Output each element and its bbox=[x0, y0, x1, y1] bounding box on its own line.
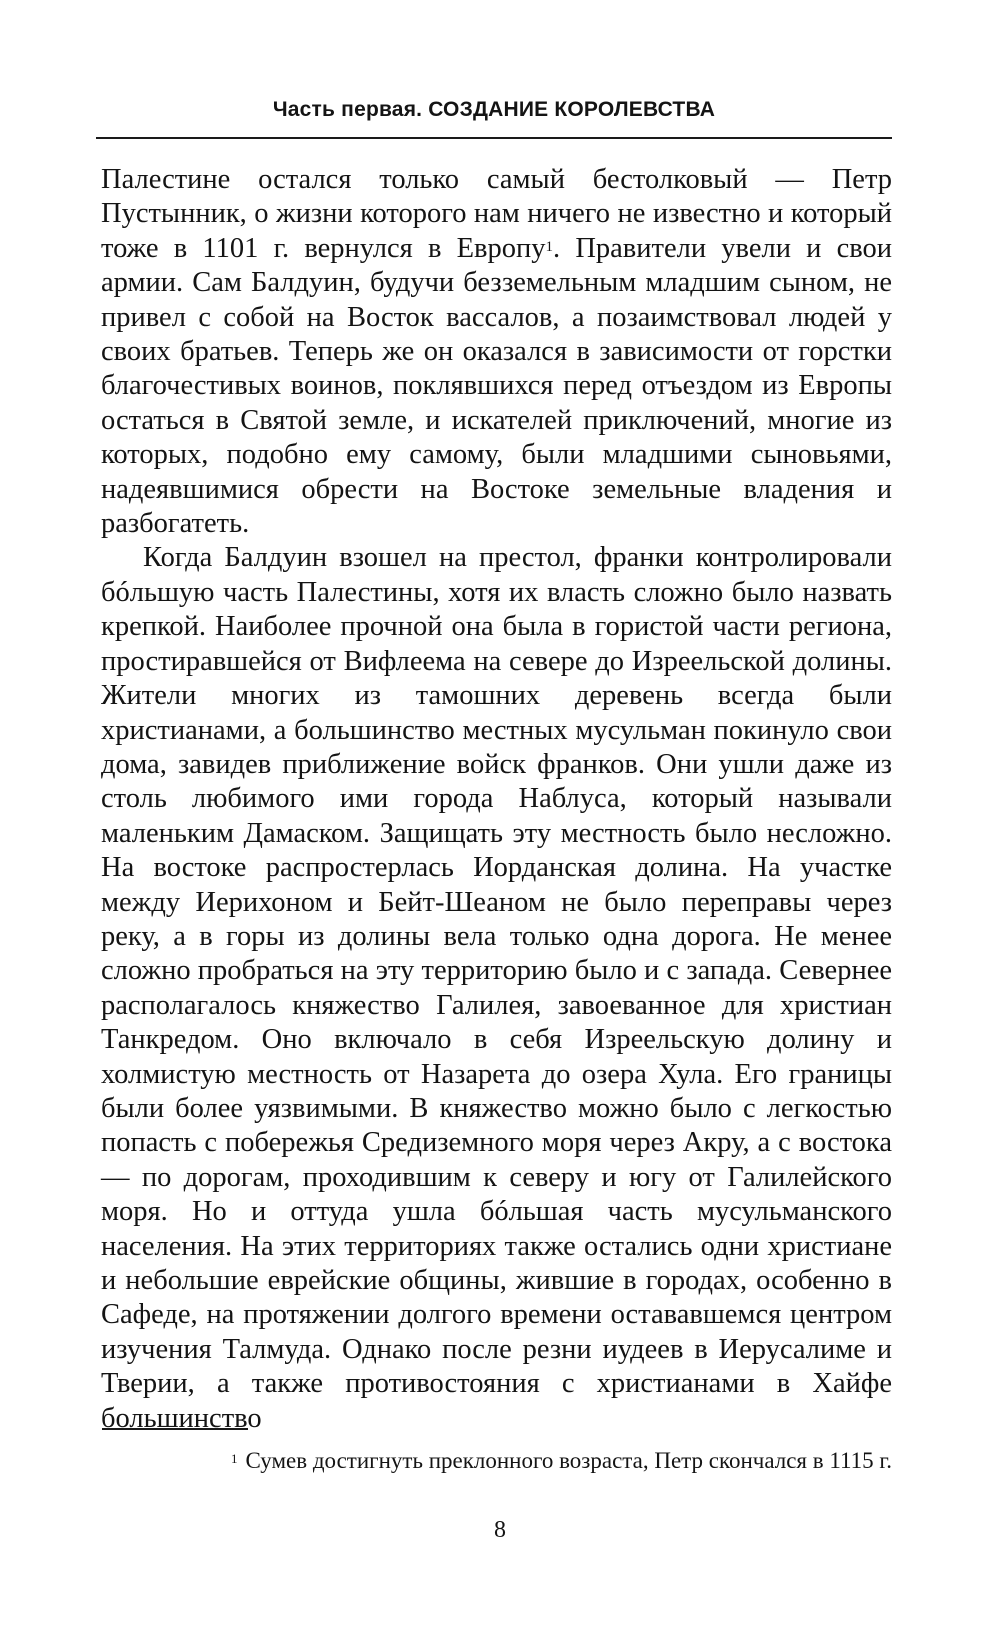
body-text bbox=[101, 163, 892, 1436]
footnote-text: Сумев достигнуть преклонного возраста, Петр скончался в 1115 г. bbox=[245, 1448, 892, 1473]
footnote-rule bbox=[102, 1428, 248, 1430]
page-number: 8 bbox=[494, 1517, 506, 1543]
footnote bbox=[102, 1446, 892, 1476]
footnote-reference: 1 bbox=[545, 238, 553, 255]
footnote-marker: 1 bbox=[230, 1451, 238, 1466]
running-head: Часть первая. СОЗДАНИЕ КОРОЛЕВСТВА bbox=[272, 98, 716, 121]
running-head-rule bbox=[96, 137, 892, 139]
paragraph-1-text-end: . Правители увели и свои армии. Сам Балдуин, будучи безземельным младшим сыном, не привел с собой на Восток вассалов, а позаимствовал людей у своих братьев. Теперь же он оказался в зависимости от горстки благочестивых воинов, поклявшихся перед отъездом из Европы остаться в Святой земле, и искателей приключений, многие из которых, подобно ему самому, были младшими сыновьями, надеявшимися обрести на Востоке земельные владения и разбогатеть. bbox=[101, 232, 892, 540]
paragraph-1 bbox=[101, 163, 892, 541]
paragraph-2: Когда Балдуин взошел на престол, франки контролировали бóльшую часть Палестины, хотя их власть сложно было назвать крепкой. Наиболее прочной она была в гористой части региона, простиравшейся от Вифлеема на севере до Изреельской долины. Жители многих из тамошних деревень всегда были христианами, а большинство местных мусульман покинуло свои дома, завидев приближение войск франков. Они ушли даже из столь любимого ими города Наблуса, который называли маленьким Дамаском. Защищать эту местность было несложно. На востоке распростерлась Иорданская долина. На участке между Иерихоном и Бейт-Шеаном не было переправы через реку, а в горы из долины вела только одна дорога. Не менее сложно пробраться на эту территорию было и с запада. Севернее располагалось княжество Галилея, завоеванное для христиан Танкредом. Оно включало в себя Изреельскую долину и холмистую местность от Назарета до озера Хула. Его границы были более уязвимыми. В княжество можно было с легкостью попасть с побережья Средиземного моря через Акру, а с востока — по дорогам, проходившим к северу и югу от Галилейского моря. Но и оттуда ушла бóльшая часть мусульманского населения. На этих территориях также остались одни христиане и небольшие еврейские общины, жившие в городах, особенно в Сафеде, на протяжении долгого времени остававшемся центром изучения Талмуда. Однако после резни иудеев в Иерусалиме и Тверии, а также противостояния с христианами в Хайфе большинство bbox=[101, 542, 892, 1434]
paragraph-1-text-start: Палестине остался только самый бестолковый — Петр Пустынник, о жизни которого нам ничего не известно и который тоже в 1101 г. вернулся в Европу bbox=[101, 164, 892, 264]
